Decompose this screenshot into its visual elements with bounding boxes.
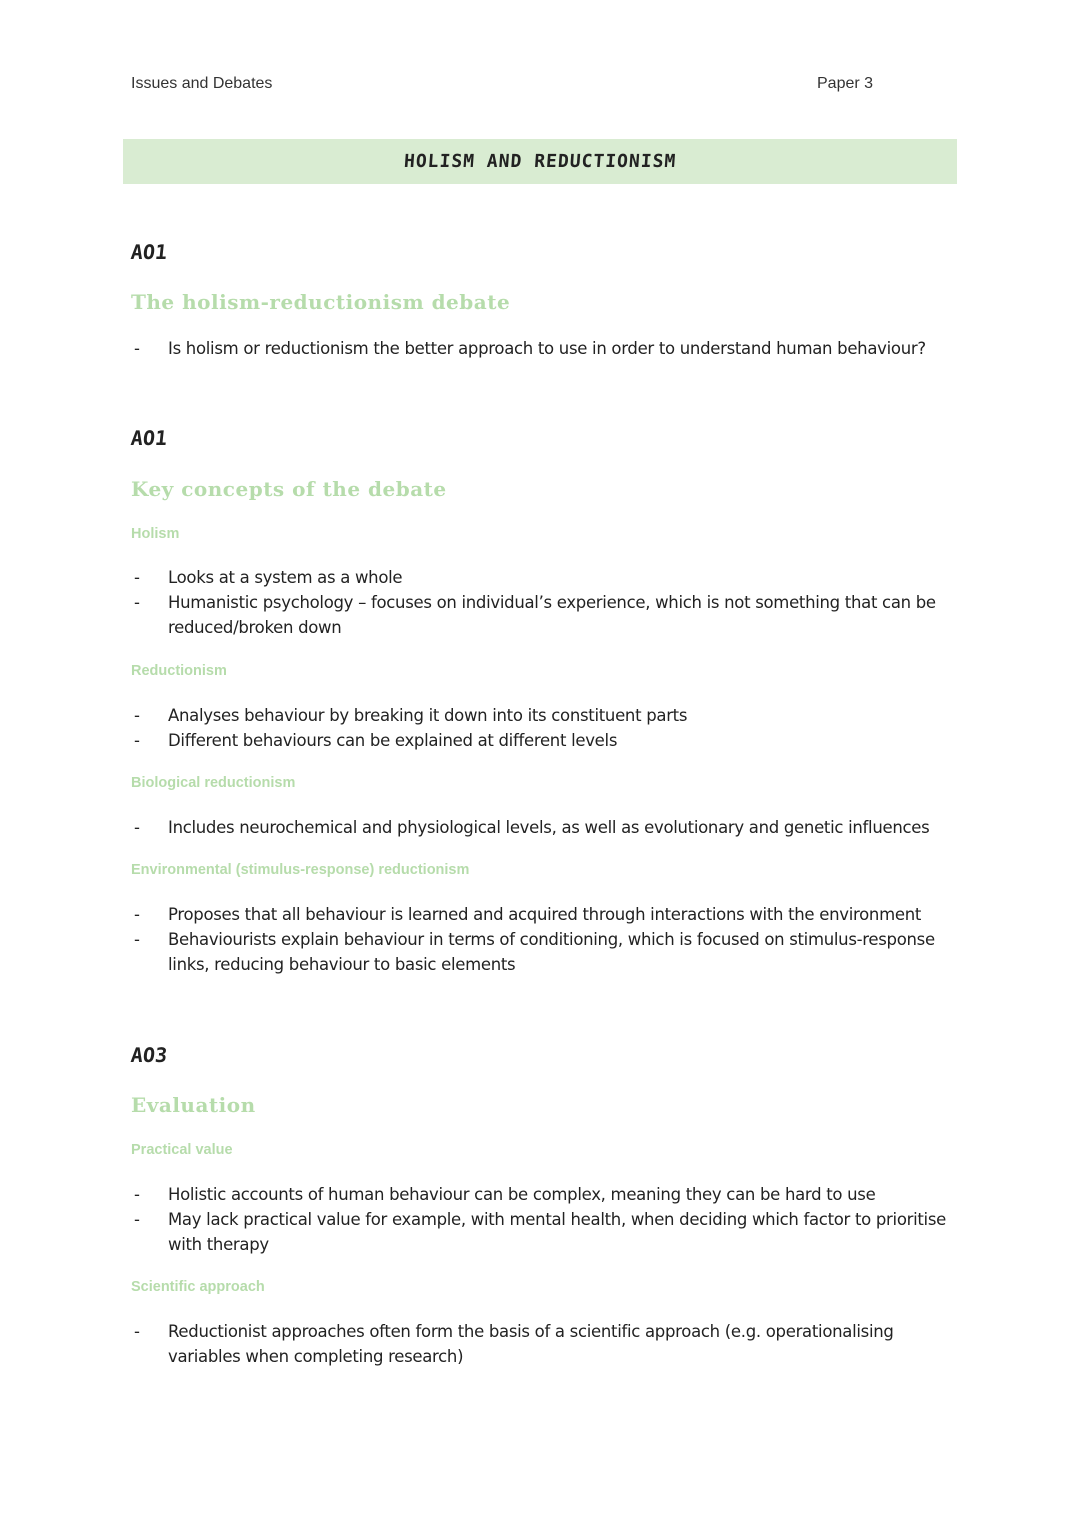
subheading-practical-value: Practical value xyxy=(131,1142,233,1158)
subheading-reductionism: Reductionism xyxy=(131,663,227,679)
list-item: - Analyses behaviour by breaking it down into its constituent parts xyxy=(134,706,688,725)
bullet-list xyxy=(131,1182,961,1257)
list-item: - Different behaviours can be explained at different levels xyxy=(134,731,618,750)
title-banner xyxy=(123,139,957,184)
subheading-scientific-approach: Scientific approach xyxy=(131,1279,265,1295)
section-heading: Key concepts of the debate xyxy=(131,477,447,501)
list-item: - Includes neurochemical and physiological levels, as well as evolutionary and genetic influences xyxy=(134,818,930,837)
bullet-list xyxy=(131,703,961,753)
bullet-list xyxy=(131,565,961,640)
header-paper: Paper 3 xyxy=(817,75,874,92)
ao-label: AO3 xyxy=(129,1043,169,1067)
list-item: - Behaviourists explain behaviour in terms of conditioning, which is focused on stimulus-response links, reducing behaviour to basic elements xyxy=(134,930,935,974)
bullet-list xyxy=(131,1319,961,1369)
bullet-list xyxy=(131,336,961,361)
page-title: HOLISM AND REDUCTIONISM xyxy=(403,151,677,172)
list-item: - May lack practical value for example, with mental health, when deciding which factor to prioritise with therapy xyxy=(134,1210,946,1254)
ao-label: AO1 xyxy=(129,426,169,450)
subheading-environmental: Environmental (stimulus-response) reductionism xyxy=(131,862,470,878)
list-item: - Proposes that all behaviour is learned and acquired through interactions with the environment xyxy=(134,905,922,924)
list-item: - Reductionist approaches often form the basis of a scientific approach (e.g. operationalising variables when completing research) xyxy=(134,1322,894,1366)
header-subject: Issues and Debates xyxy=(131,75,273,92)
list-item: - Looks at a system as a whole xyxy=(134,568,403,587)
section-heading: Evaluation xyxy=(131,1093,256,1117)
list-item: - Humanistic psychology – focuses on individual’s experience, which is not something that can be reduced/broken down xyxy=(134,593,936,637)
subheading-biological: Biological reductionism xyxy=(131,775,296,791)
ao-label: AO1 xyxy=(129,240,169,264)
bullet-list xyxy=(131,902,961,977)
subheading-holism: Holism xyxy=(131,526,180,542)
section-heading: The holism-reductionism debate xyxy=(131,290,511,314)
list-item: - Is holism or reductionism the better approach to use in order to understand human behaviour? xyxy=(134,339,926,358)
bullet-list xyxy=(131,815,961,840)
list-item: - Holistic accounts of human behaviour can be complex, meaning they can be hard to use xyxy=(134,1185,876,1204)
